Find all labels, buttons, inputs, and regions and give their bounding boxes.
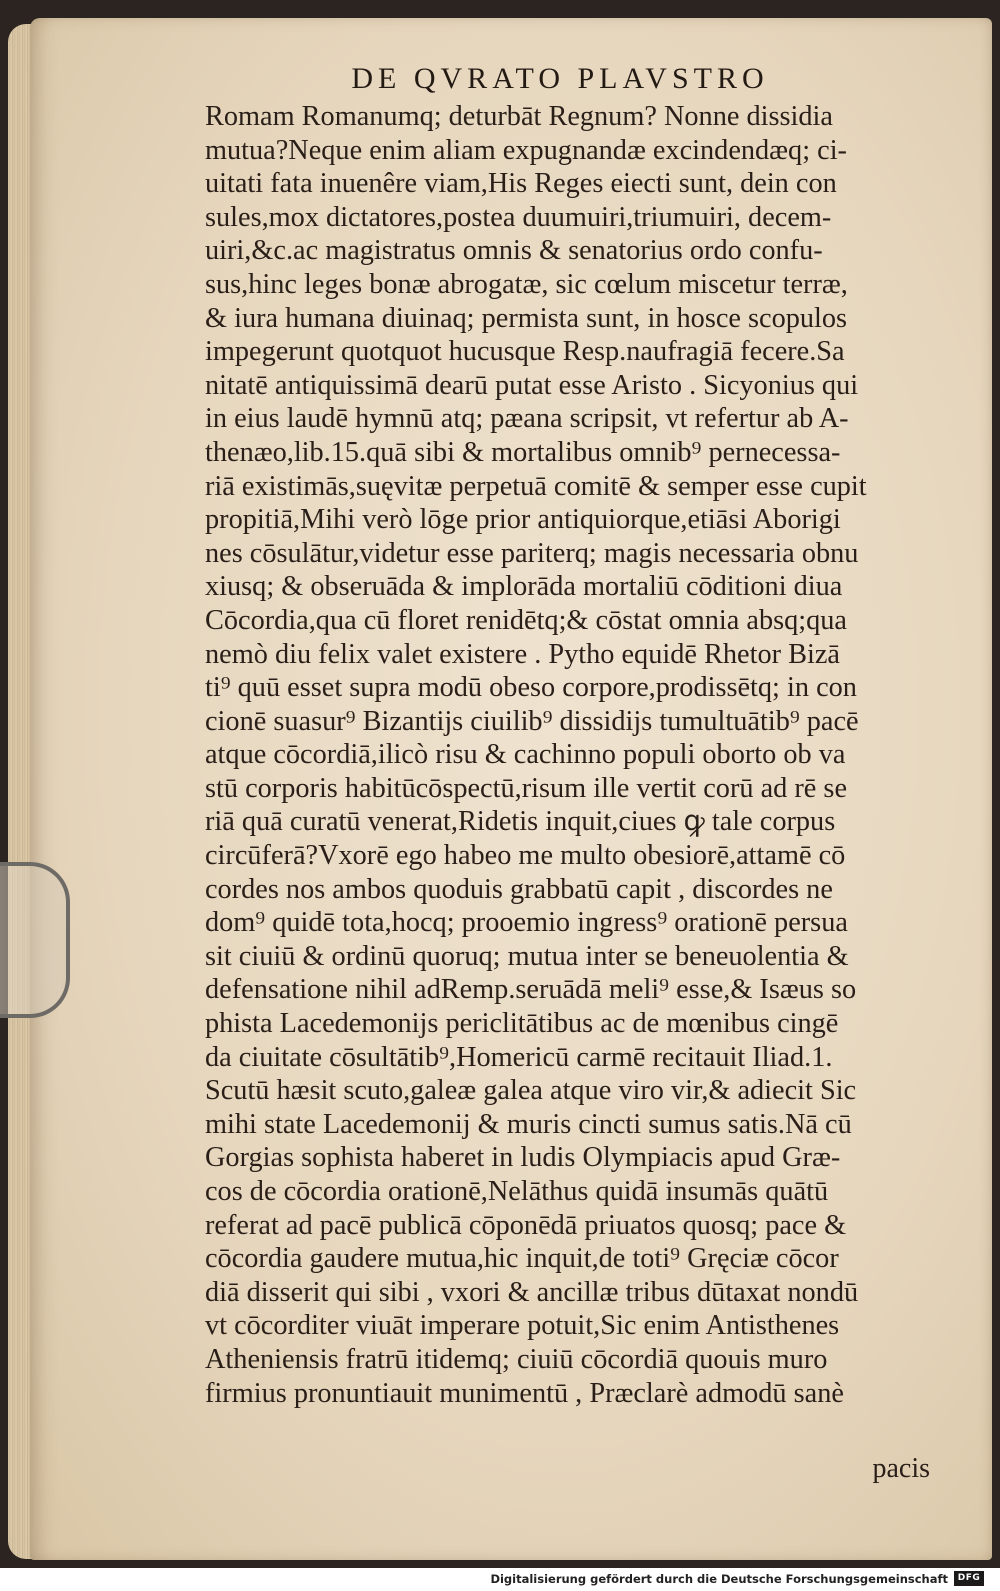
text-line: in eius laudē hymnū atq; pæana scripsit, vt refertur ab A- <box>205 403 849 435</box>
text-line: propitiā,Mihi verò lōge prior antiquiorque,etiāsi Aborigi <box>205 504 841 536</box>
text-line: firmius pronuntiauit munimentū , Præclarè admodū sanè <box>205 1377 844 1409</box>
text-line: thenæo,lib.15.quā sibi & mortalibus omnib⁹ pernecessa- <box>205 436 841 468</box>
footer <box>0 1568 1000 1591</box>
text-line: nes cōsulātur,videtur esse pariterq; magis necessaria obnu <box>205 537 859 569</box>
text-line: cos de cōcordia orationē,Nelāthus quidā insumās quātū <box>205 1176 829 1207</box>
text-line: sules,mox dictatores,postea duumuiri,triumuiri, decem- <box>205 201 832 233</box>
text-line: sit ciuiū & ordinū quoruq; mutua inter se beneuolentia & <box>205 940 849 972</box>
text-line: xiusq; & obseruāda & implorāda mortaliū cōditioni diua <box>205 571 843 603</box>
text-line: da ciuitate cōsultātib⁹,Homericū carmē recitauit Iliad.1. <box>205 1041 833 1073</box>
text-line: phista Lacedemonijs periclitātibus ac de mœnibus cingē <box>205 1008 839 1040</box>
text-line: sus,hinc leges bonæ abrogatæ, sic cœlum miscetur terræ, <box>205 268 848 300</box>
catchword: pacis <box>872 1453 930 1484</box>
text-line: nemò diu felix valet existere . Pytho equidē Rhetor Bizā <box>205 638 840 670</box>
text-line: Gorgias sophista haberet in ludis Olympiacis apud Græ- <box>205 1142 841 1174</box>
text-line: Romam Romanumq; deturbāt Regnum? Nonne dissidia <box>205 101 833 132</box>
text-line: mutua?Neque enim aliam expugnandæ excindendæq; ci- <box>205 134 847 166</box>
text-line: cōcordia gaudere mutua,hic inquit,de toti⁹ Gręciæ cōcor <box>205 1243 839 1275</box>
dfg-logo: DFG <box>954 1571 984 1586</box>
running-head: DE QVRATO PLAVSTRO <box>351 62 769 95</box>
text-line: circūferā?Vxorē ego habeo me multo obesiorē,attamē cō <box>205 840 846 872</box>
text-line: nitatē antiquissimā dearū putat esse Aristo . Sicyonius qui <box>205 369 859 401</box>
text-line: Atheniensis fratrū itidemq; ciuiū cōcordiā quouis muro <box>205 1343 828 1375</box>
text-line: ti⁹ quū esset supra modū obeso corpore,prodissētq; in con <box>205 672 857 704</box>
text-line: Cōcordia,qua cū floret renidētq;& cōstat omnia absq;qua <box>205 604 847 636</box>
text-line: & iura humana diuinaq; permista sunt, in hosce scopulos <box>205 302 848 334</box>
text-line: referat ad pacē publicā cōponēdā priuatos quosq; pace & <box>205 1209 847 1241</box>
text-line: cionē suasur⁹ Bizantijs ciuilib⁹ dissidijs tumultuātib⁹ pacē <box>205 705 859 737</box>
text-line: dom⁹ quidē tota,hocq; prooemio ingress⁹ orationē persua <box>205 907 848 939</box>
text-line: riā quā curatū venerat,Ridetis inquit,ciues ꝙ tale corpus <box>205 806 836 838</box>
text-line: diā disserit qui sibi , vxori & ancillæ tribus dūtaxat nondū <box>205 1276 859 1308</box>
text-line: uiri,&c.ac magistratus omnis & senatorius ordo confu- <box>205 235 823 267</box>
text-line: vt cōcorditer viuāt imperare potuit,Sic enim Antisthenes <box>205 1310 840 1342</box>
text-line: Scutū hæsit scuto,galeæ galea atque viro vir,& adiecit Sic <box>205 1075 857 1107</box>
text-line: stū corporis habitūcōspectū,risum ille vertit corū ad rē se <box>205 772 847 804</box>
page-clip <box>0 862 70 1018</box>
body-text <box>205 100 945 1410</box>
text-line: atque cōcordiā,ilicò risu & cachinno populi oborto ob va <box>205 739 846 771</box>
text-line: impegerunt quotquot hucusque Resp.naufragiā fecere.Sa <box>205 336 845 368</box>
text-line: defensatione nihil adRemp.seruādā meli⁹ esse,& Isæus so <box>205 974 857 1006</box>
text-line: cordes nos ambos quoduis grabbatū capit , discordes ne <box>205 873 833 905</box>
text-line: mihi state Lacedemonij & muris cincti sumus satis.Nā cū <box>205 1108 852 1140</box>
text-line: riā existimās,suęvitæ perpetuā comitē & semper esse cupit <box>205 470 867 502</box>
text-line: uitati fata inuenêre viam,His Reges eiecti sunt, dein con <box>205 168 837 200</box>
funding-note: Digitalisierung gefördert durch die Deutsche Forschungsgemeinschaft <box>490 1572 948 1586</box>
